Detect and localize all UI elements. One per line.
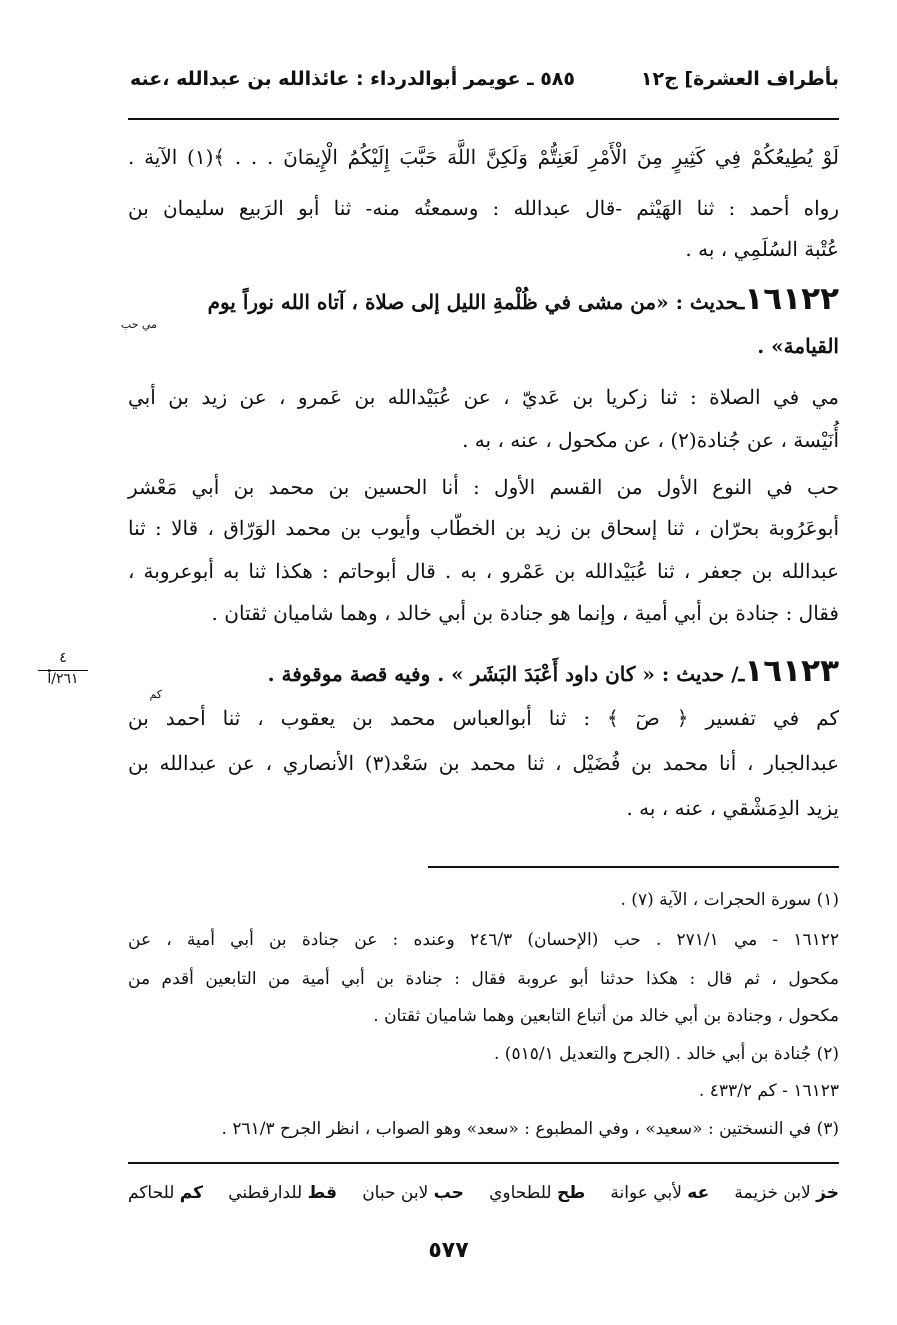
footnote: (٢) جُنادة بن أبي خالد . (الجرح والتعديل ٥١٥/١) . [494,1044,839,1064]
header-rule [128,118,839,120]
footnote: ١٦١٢٣ - كم ٤٣٣/٢ . [698,1081,839,1101]
text-line: عبدالجبار ، أنا محمد بن فُضَيْل ، ثنا محمد بن سَعْد(٣) الأنصاري ، عن عبدالله بن [128,751,840,775]
text-line: رواه أحمد : ثنا الهَيْثم -قال عبدالله : وسمعتُه منه- ثنا أبو الرَبيع سليمان بن [128,196,839,220]
text-line: أبوعَرُوبة بحرّان ، ثنا إسحاق بن زيد بن الخطّاب وأيوب بن محمد الوَرّاق ، قالا : ثنا [128,516,839,540]
hadith-heading [128,281,839,322]
abbr-rule [128,1162,839,1164]
text-line: عُتْبة السُلَمِي ، به . [685,237,839,261]
text-line: عبدالله بن جعفر ، ثنا عُبَيْدالله بن عَمْرو ، به . قال أبوحاتم : هكذا ثنا به أبوعروبة ، [128,559,839,583]
hadith-sigla: مي حب [120,318,157,331]
abbr-item: طح للطحاوي [489,1183,586,1203]
footnote: مكحول ، ثم قال : هكذا حدثنا أبو عروبة فقال : جنادة بن أبي أمية من التابعين أقدم من [128,969,839,989]
abbr-item: حب لابن حبان [362,1183,464,1203]
hadith-text: ـ/ حديث : « كان داود أَعْبَدَ البَشَر » . وفيه قصة موقوفة . [267,662,745,686]
abbr-item: خز لابن خزيمة [734,1183,839,1203]
abbreviation-key [128,1183,839,1211]
abbr-item: قط للدارقطني [228,1183,337,1203]
hadith-heading [128,653,839,694]
quran-verse-line: لَوْ يُطِيعُكُمْ فِي كَثِيرٍ مِنَ الْأَمْرِ لَعَنِتُّمْ وَلَكِنَّ اللَّهَ حَبَّبَ إِلَيْكُمُ الْإِيمَانَ . . . ﴾(١) الآية . [128,145,839,169]
footnote: مكحول ، وجنادة بن أبي خالد من أتباع التابعين وهما شاميان ثقتان . [373,1006,839,1026]
text-line: فقال : جنادة بن أبي أمية ، وإنما هو جنادة بن أبي خالد ، وهما شاميان ثقتان . [211,601,839,625]
margin-folio-note: ٤ ٢٦١/أ [38,650,88,687]
page-number: ٥٧٧ [428,1238,469,1263]
abbr-item: كم للحاكم [128,1183,204,1203]
footnote-rule [428,866,839,868]
text-line: أُنَيْسة ، عن جُنادة(٢) ، عن مكحول ، عنه ، به . [462,428,839,452]
footnote: (١) سورة الحجرات ، الآية (٧) . [620,890,839,910]
hadith-number: ١٦١٢٢ [744,281,839,317]
hadith-text: ـحديث : «من مشى في ظُلْمةِ الليل إلى صلاة ، آتاه الله نوراً يوم [207,290,745,314]
text-line: يزيد الدِمَشْقي ، عنه ، به . [626,796,839,820]
abbr-item: عه لأبي عوانة [610,1183,710,1203]
header-chapter: ٥٨٥ ـ عويمر أبوالدرداء : عائذالله بن عبدالله ،عنه [130,68,575,90]
text-line: حب في النوع الأول من القسم الأول : أنا الحسين بن محمد بن أبي مَعْشر [128,475,839,499]
hadith-sigla: كم [149,688,162,701]
footnote: (٣) في النسختين : «سعيد» ، وفي المطبوع : «سعد» وهو الصواب ، انظر الجرح ٢٦١/٣ . [221,1119,839,1139]
running-header [130,68,839,104]
footnote: ١٦١٢٢ - مي ٢٧١/١ . حب (الإحسان) ٢٤٦/٣ وعنده : عن جنادة بن أبي أمية ، عن [128,930,839,950]
hadith-text-cont: القيامة» . [757,334,839,358]
hadith-number: ١٦١٢٣ [744,653,839,689]
text-line: كم في تفسير ﴿ صٓ ﴾ : ثنا أبوالعباس محمد بن يعقوب ، ثنا أحمد بن [128,706,839,730]
text-line: مي في الصلاة : ثنا زكريا بن عَديّ ، عن عُبَيْدالله بن عَمرو ، عن زيد بن أبي [128,385,839,409]
header-volume: بأطراف العشرة] ج١٢ [640,68,839,90]
